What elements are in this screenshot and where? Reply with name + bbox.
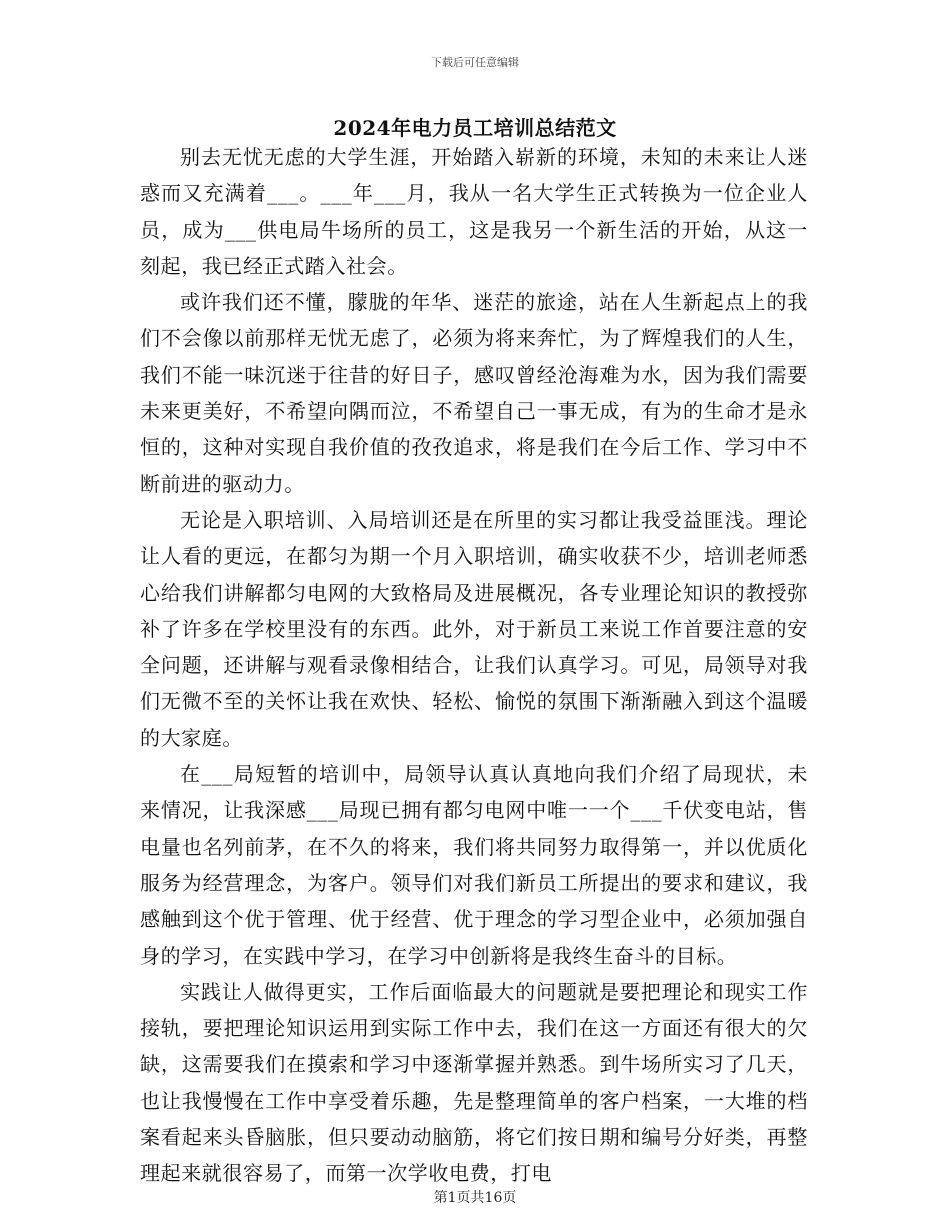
paragraph-5: 实践让人做得更实，工作后面临最大的问题就是要把理论和现实工作接轨，要把理论知识运用到实际工作中去，我们在这一方面还有很大的欠缺，这需要我们在摸索和学习中逐渐掌握并熟悉。到牛场所实习了几天，也让我慢慢在工作中享受着乐趣，先是整理简单的客户档案，一大堆的档案看起来头昏脑胀，但只要动动脑筋，将它们按日期和编号分好类，再整理起来就很容易了，而第一次学收电费，打电	[140, 979, 808, 1186]
page-number: 第1页共16页	[433, 1190, 517, 1206]
document-body	[140, 139, 808, 1192]
paragraph-4: 在___局短暂的培训中，局领导认真认真地向我们介绍了局现状，未来情况，让我深感___局现已拥有都匀电网中唯一一个___千伏变电站，售电量也名列前茅，在不久的将来，我们将共同努力取得第一，并以优质化服务为经营理念，为客户。领导们对我们新员工所提出的要求和建议，我感触到这个优于管理、优于经营、优于理念的学习型企业中，必须加强自身的学习，在实践中学习，在学习中创新将是我终生奋斗的目标。	[140, 762, 808, 968]
document-title: 2024年电力员工培训总结范文	[333, 116, 617, 140]
header-note: 下载后可任意编辑	[431, 56, 519, 69]
paragraph-2: 或许我们还不懂，朦胧的年华、迷茫的旅途，站在人生新起点上的我们不会像以前那样无忧无虑了，必须为将来奔忙，为了辉煌我们的人生，我们不能一味沉迷于往昔的好日子，感叹曾经沧海难为水，因为我们需要未来更美好，不希望向隅而泣，不希望自己一事无成，有为的生命才是永恒的，这种对实现自我价值的孜孜追求，将是我们在今后工作、学习中不断前进的驱动力。	[140, 290, 808, 496]
paragraph-3: 无论是入职培训、入局培训还是在所里的实习都让我受益匪浅。理论让人看的更远，在都匀为期一个月入职培训，确实收获不少，培训老师悉心给我们讲解都匀电网的大致格局及进展概况，各专业理论知识的教授弥补了许多在学校里没有的东西。此外，对于新员工来说工作首要注意的安全问题，还讲解与观看录像相结合，让我们认真学习。可见，局领导对我们无微不至的关怀让我在欢快、轻松、愉悦的氛围下渐渐融入到这个温暖的大家庭。	[140, 507, 808, 750]
paragraph-1: 别去无忧无虑的大学生涯，开始踏入崭新的环境，未知的未来让人迷惑而又充满着___。___年___月，我从一名大学生正式转换为一位企业人员，成为___供电局牛场所的员工，这是我另一个新生活的开始，从这一刻起，我已经正式踏入社会。	[140, 145, 808, 278]
